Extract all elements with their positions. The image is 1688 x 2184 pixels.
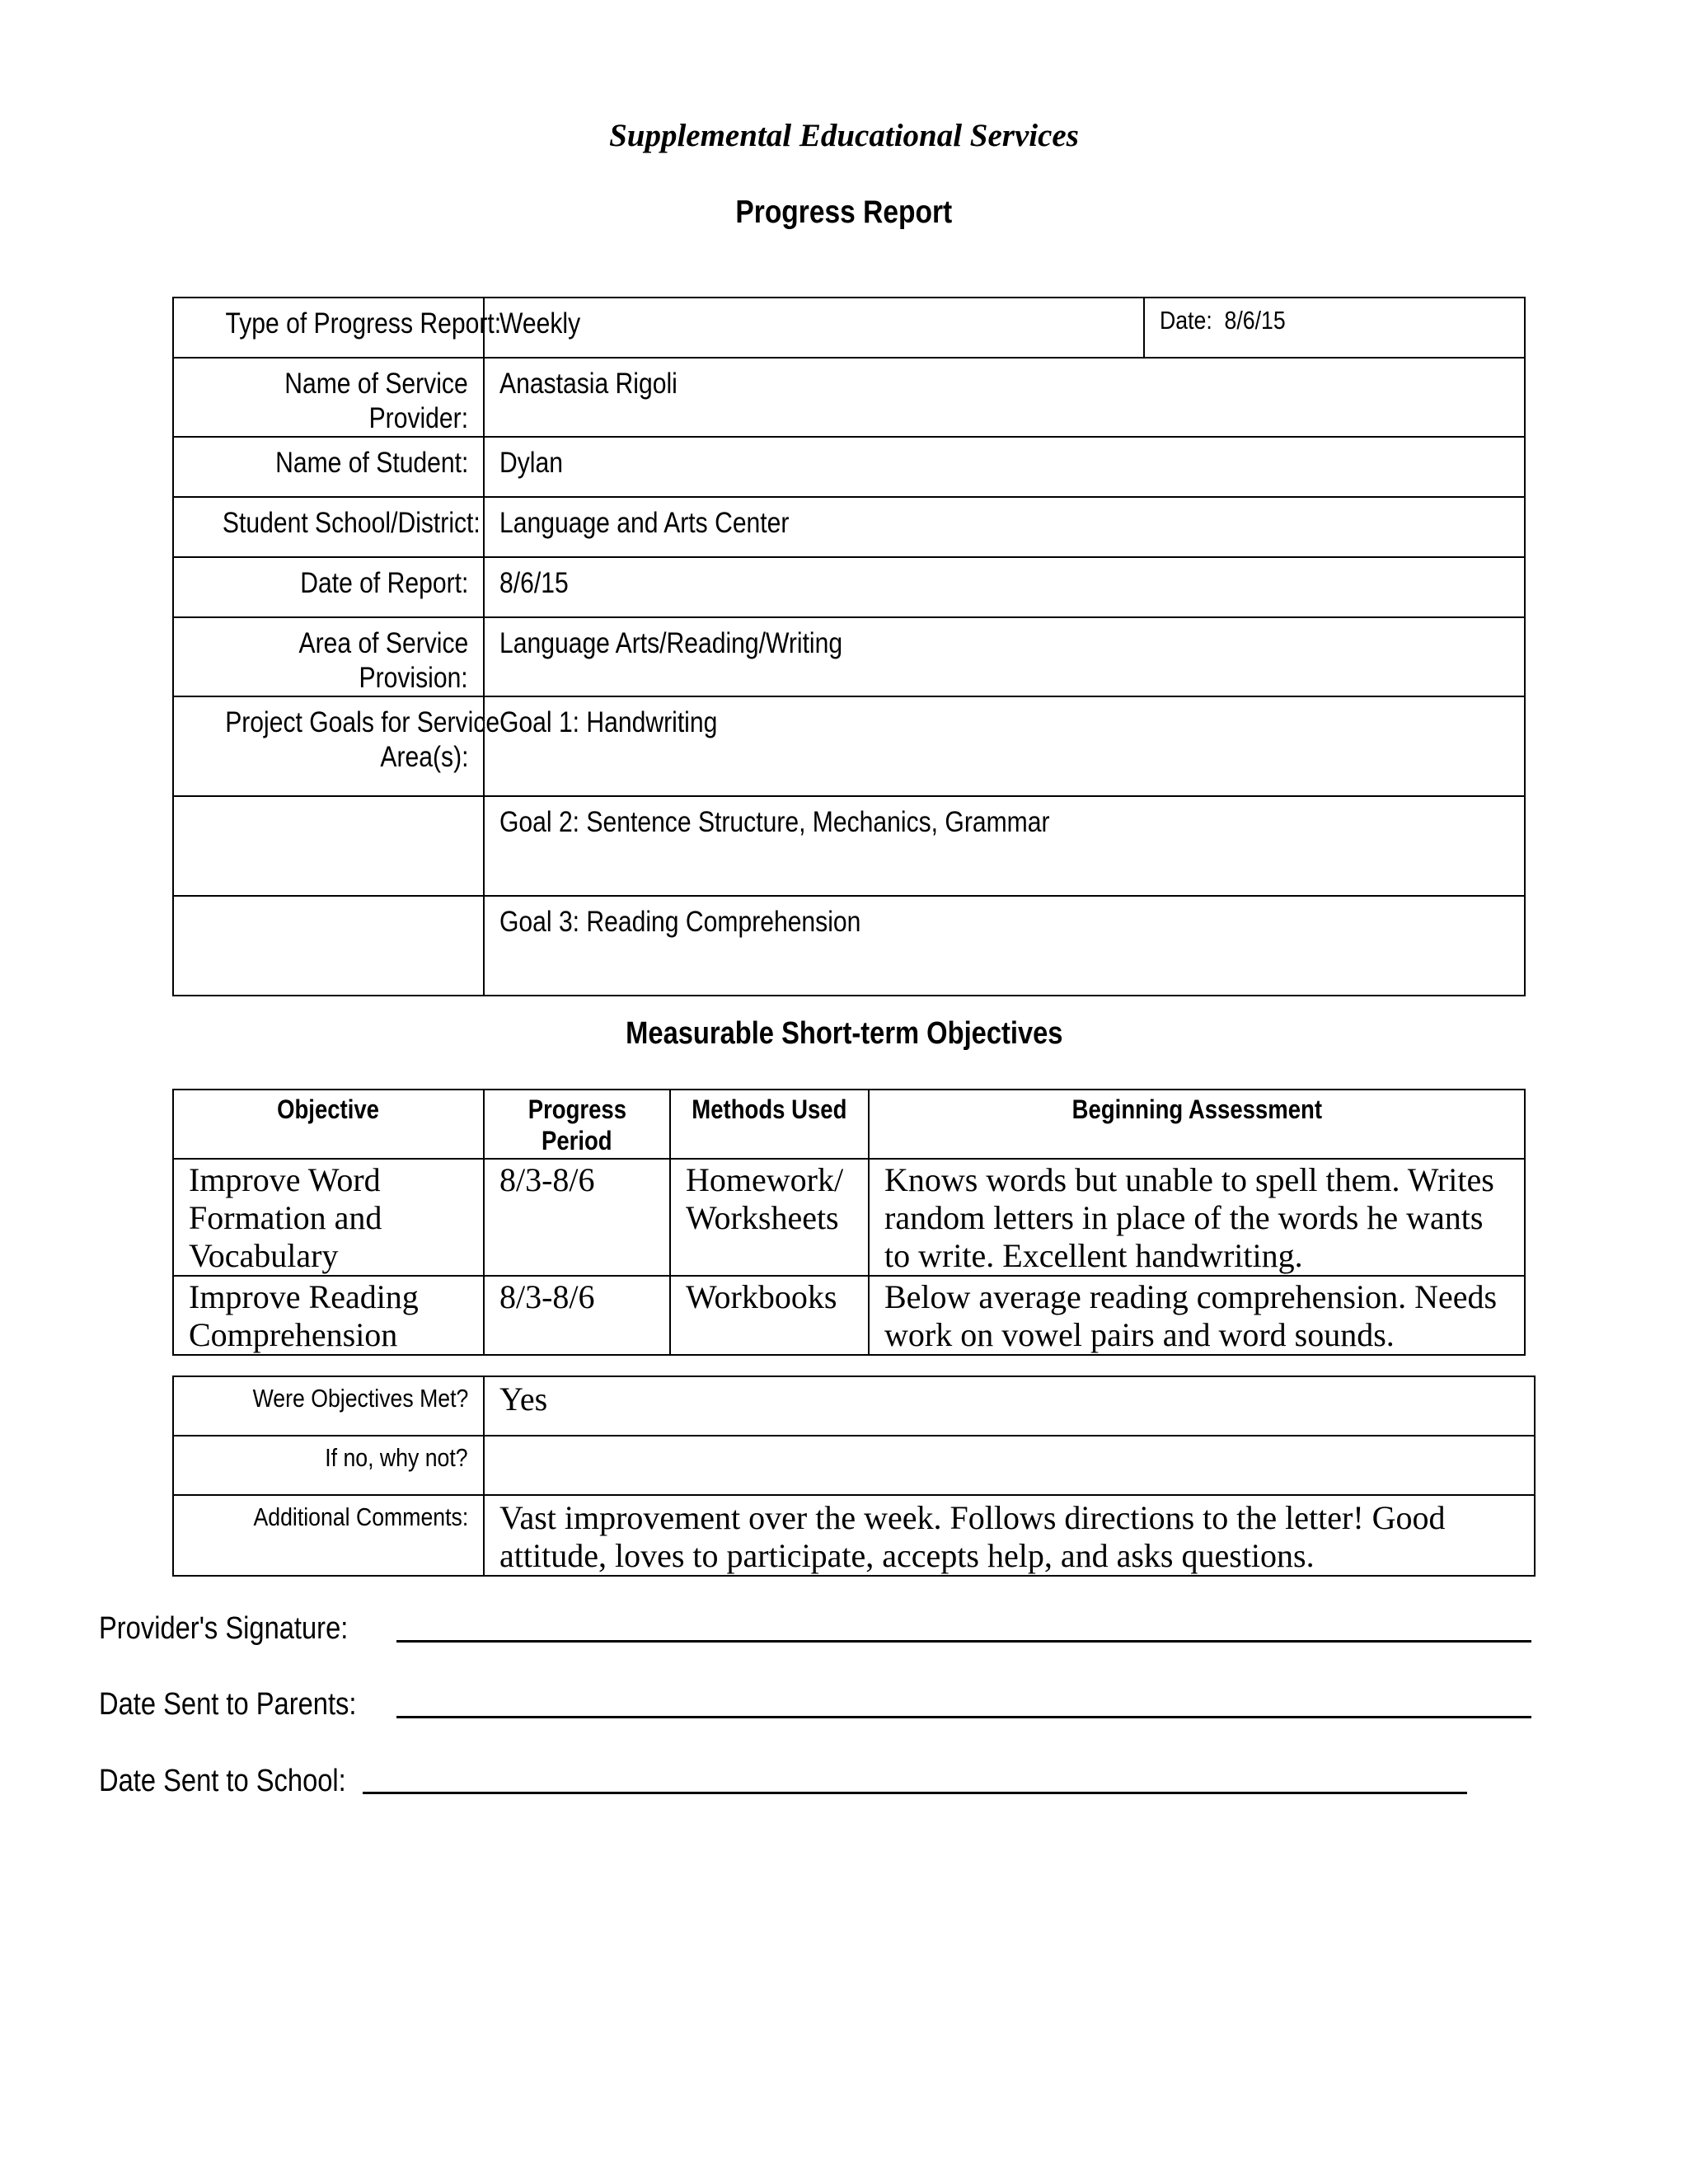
area-value: Language Arts/Reading/Writing [484,617,1525,696]
objectives-heading: Measurable Short-term Objectives [625,1016,1063,1051]
column-header-objective: Objective [173,1090,484,1159]
date-field [1144,298,1525,358]
date-sent-parents-label: Date Sent to Parents: [99,1687,357,1722]
comments-value: Vast improvement over the week. Follows directions to the letter! Good attitude, loves to participate, accepts help, and asks questions. [484,1495,1535,1576]
school-value: Language and Arts Center [484,497,1525,557]
assessment-cell: Below average reading comprehension. Needs work on vowel pairs and word sounds. [869,1276,1525,1355]
objectives-header-row [173,1090,1525,1159]
objectives-met-label: Were Objectives Met? [173,1376,484,1436]
goal-2: Goal 2: Sentence Structure, Mechanics, Grammar [484,796,1525,896]
provider-signature-label: Provider's Signature: [99,1611,349,1646]
objectives-table [172,1089,1526,1356]
info-row-type [173,298,1525,358]
table-row [173,1159,1525,1276]
objective-cell: Improve Word Formation and Vocabulary [173,1159,484,1276]
info-row-school [173,497,1525,557]
provider-value: Anastasia Rigoli [484,358,1525,437]
school-label: Student School/District: [173,497,484,557]
goals-label: Project Goals for Service Area(s): [173,696,484,796]
outcome-row-comments [173,1495,1535,1576]
type-label: Type of Progress Report: [173,298,484,358]
why-not-value [484,1436,1535,1495]
info-row-student [173,437,1525,497]
outcome-row-met [173,1376,1535,1436]
provider-label: Name of Service Provider: [173,358,484,437]
period-cell: 8/3-8/6 [484,1159,670,1276]
objective-cell: Improve Reading Comprehension [173,1276,484,1355]
methods-cell: Workbooks [670,1276,869,1355]
report-date-value: 8/6/15 [484,557,1525,617]
date-value: 8/6/15 [1224,306,1286,335]
document-subtitle: Progress Report [735,194,953,230]
provider-signature-line[interactable] [396,1640,1531,1643]
column-header-assessment: Beginning Assessment [869,1090,1525,1159]
student-value: Dylan [484,437,1525,497]
comments-label: Additional Comments: [173,1495,484,1576]
area-label: Area of Service Provision: [173,617,484,696]
objectives-met-value: Yes [484,1376,1535,1436]
outcome-table [172,1376,1536,1577]
info-row-area [173,617,1525,696]
info-row-goal-3 [173,896,1525,996]
report-date-label: Date of Report: [173,557,484,617]
goal-2-label-empty [173,796,484,896]
info-row-goal-1 [173,696,1525,796]
report-info-table [172,297,1526,996]
student-label: Name of Student: [173,437,484,497]
date-sent-parents-line[interactable] [396,1716,1531,1718]
type-value: Weekly [484,298,1144,358]
why-not-label: If no, why not? [173,1436,484,1495]
date-sent-school-label: Date Sent to School: [99,1764,346,1798]
column-header-methods: Methods Used [670,1090,869,1159]
document-title: Supplemental Educational Services [609,118,1079,153]
info-row-report-date [173,557,1525,617]
table-row [173,1276,1525,1355]
methods-cell: Homework/ Worksheets [670,1159,869,1276]
column-header-progress-period: Progress Period [484,1090,670,1159]
goal-1: Goal 1: Handwriting [484,696,1525,796]
goal-3: Goal 3: Reading Comprehension [484,896,1525,996]
date-label: Date: [1160,306,1212,335]
assessment-cell: Knows words but unable to spell them. Writes random letters in place of the words he wants to write. Excellent handwriting. [869,1159,1525,1276]
info-row-provider [173,358,1525,437]
outcome-row-why [173,1436,1535,1495]
goal-3-label-empty [173,896,484,996]
date-sent-school-line[interactable] [363,1792,1467,1794]
info-row-goal-2 [173,796,1525,896]
period-cell: 8/3-8/6 [484,1276,670,1355]
